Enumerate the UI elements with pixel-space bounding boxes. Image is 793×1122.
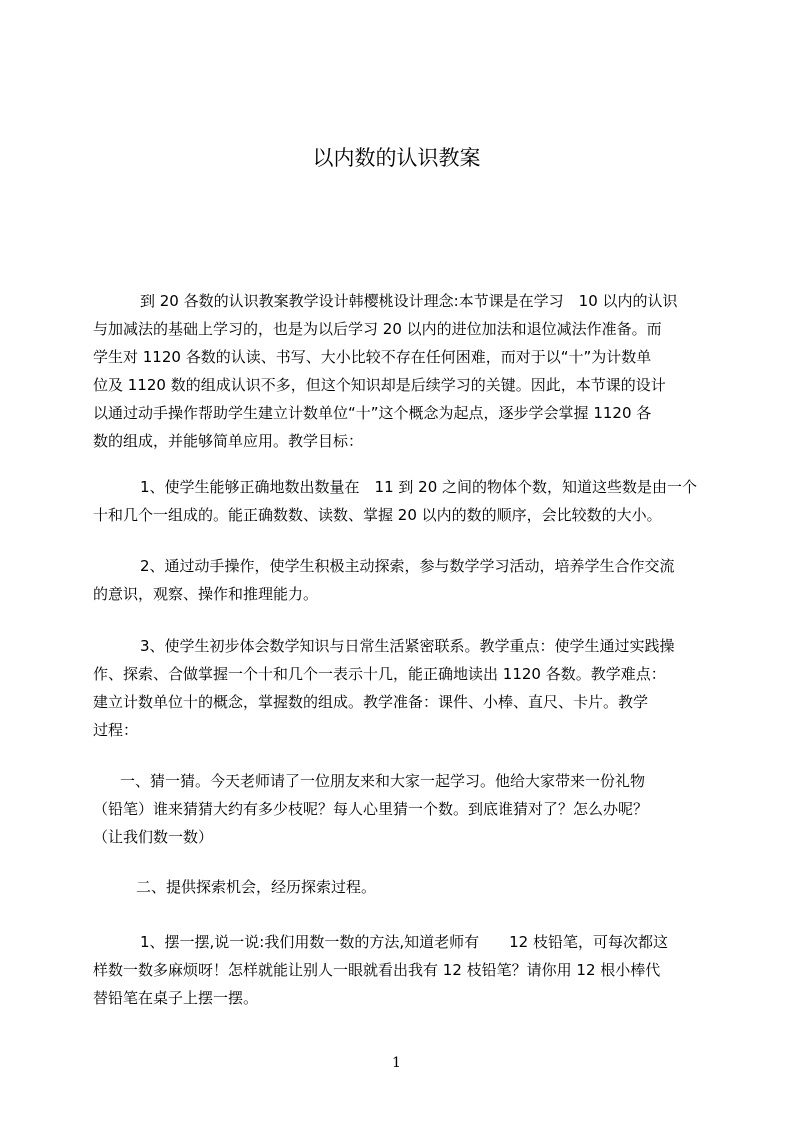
paragraph-line: 的意识，观察、操作和推理能力。 [93, 585, 319, 603]
document-title: 以内数的认识教案 [312, 146, 481, 170]
paragraph-line: 1、摆一摆,说一说:我们用数一数的方法,知道老师有 12 枝铅笔，可每次都这 [140, 933, 668, 951]
paragraph-line: 学生对 1120 各数的认读、书写、大小比较不存在任何困难，而对于以“十”为计数单 [93, 348, 652, 366]
paragraph-line: 位及 1120 数的组成认识不多，但这个知识却是后续学习的关键。因此，本节课的设计 [93, 376, 666, 394]
paragraph-line: 到 20 各数的认识教案教学设计韩樱桃设计理念:本节课是在学习 10 以内的认识 [140, 292, 678, 310]
paragraph-line: 替铅笔在桌子上摆一摆。 [93, 989, 259, 1007]
paragraph-line: 过程： [93, 721, 139, 739]
paragraph-line: 作、探索、合做掌握一个十和几个一表示十几，能正确地读出 1120 各数。教学难点： [93, 665, 666, 683]
paragraph-line: 建立计数单位十的概念，掌握数的组成。教学准备：课件、小棒、直尺、卡片。教学 [93, 693, 649, 711]
paragraph-line: 数的组成，并能够简单应用。教学目标： [93, 432, 364, 450]
paragraph-line: 样数一数多麻烦呀！怎样就能让别人一眼就看出我有 12 枝铅笔？请你用 12 根小棒代 [93, 961, 661, 979]
paragraph-line: 一、猜一猜。今天老师请了一位朋友来和大家一起学习。他给大家带来一份礼物 [120, 772, 646, 790]
paragraph-line: （铅笔）谁来猜猜大约有多少枝呢？每人心里猜一个数。到底谁猜对了？怎么办呢？ [93, 800, 649, 818]
paragraph-line: 2、通过动手操作，使学生积极主动探索，参与数学学习活动，培养学生合作交流 [140, 557, 675, 575]
paragraph-line: 十和几个一组成的。能正确数数、读数、掌握 20 以内的数的顺序，会比较数的大小。 [93, 506, 662, 524]
paragraph-line: 3、使学生初步体会数学知识与日常生活紧密联系。教学重点：使学生通过实践操 [140, 637, 675, 655]
paragraph-line: 与加减法的基础上学习的，也是为以后学习 20 以内的进位加法和退位减法作准备。而 [93, 320, 662, 338]
paragraph-line: （让我们数一数） [93, 828, 214, 846]
page-number: 1 [392, 1055, 401, 1071]
paragraph-line: 1、使学生能够正确地数出数量在 11 到 20 之间的物体个数，知道这些数是由一个 [140, 478, 698, 496]
paragraph-line: 二、提供探索机会，经历探索过程。 [136, 878, 377, 896]
paragraph-line: 以通过动手操作帮助学生建立计数单位“十”这个概念为起点，逐步学会掌握 1120 各 [93, 404, 652, 422]
